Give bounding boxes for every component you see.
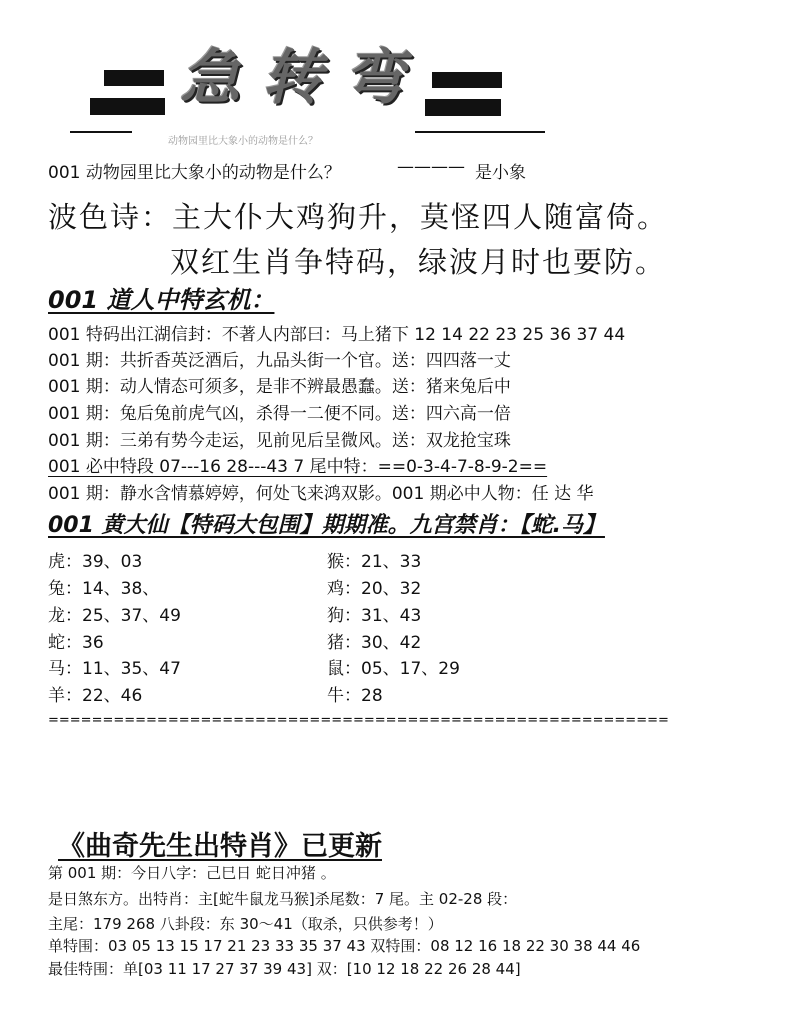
zodiac-item: 牛：28	[327, 686, 383, 706]
list-item: 单特围：03 05 13 15 17 21 23 33 35 37 43 双特围：08 12 16 18 22 30 38 44 46	[48, 937, 641, 955]
right-deco-bar-bottom	[425, 99, 501, 116]
left-deco-bar-top	[104, 70, 164, 86]
zodiac-item: 羊：22、46	[48, 686, 143, 706]
riddle-dash: ————	[397, 157, 465, 177]
zodiac-item: 猪：30、42	[327, 633, 422, 653]
list-item: 001 期：三弟有势今走运，见前见后呈微风。送：双龙抢宝珠	[48, 431, 511, 451]
zodiac-item: 猴：21、33	[327, 552, 422, 572]
list-item: 001 期：动人情态可须多，是非不辨最愚蠢。送：猪来兔后中	[48, 377, 511, 397]
zodiac-item: 鸡：20、32	[327, 579, 422, 599]
section-heading-daoren: 001 道人中特玄机：	[48, 286, 275, 314]
left-deco-line	[70, 131, 132, 133]
list-item: 001 必中特段 07---16 28---43 7 尾中特：==0-3-4-7-8-9-2==	[48, 457, 548, 477]
title-fine-text: 动物园里比大象小的动物是什么？	[168, 136, 318, 147]
zodiac-item: 龙：25、37、49	[48, 606, 181, 626]
riddle-answer: 是小象	[475, 163, 526, 183]
list-item: 主尾：179 268 八卦段：东 30～41（取杀，只供参考！）	[48, 915, 443, 933]
poem-line-2: 双红生肖争特码，绿波月时也要防。	[170, 245, 667, 279]
left-deco-bar-bottom	[90, 98, 165, 115]
right-deco-bar-top	[432, 72, 502, 88]
zodiac-item: 马：11、35、47	[48, 659, 181, 679]
section-heading-huangdaxian: 001 黄大仙【特码大包围】期期准。九宫禁肖：【蛇.马】	[48, 513, 605, 538]
zodiac-item: 虎：39、03	[48, 552, 143, 572]
page-title: 急转弯	[180, 43, 426, 113]
riddle-question: 001 动物园里比大象小的动物是什么？	[48, 163, 341, 183]
list-item: 最佳特围：单[03 11 17 27 37 39 43] 双：[10 12 18 22 26 28 44]	[48, 960, 521, 978]
right-deco-line	[415, 131, 545, 133]
zodiac-item: 兔：14、38、	[48, 579, 160, 599]
zodiac-item: 狗：31、43	[327, 606, 422, 626]
section-heading-quqi: 《曲奇先生出特肖》已更新	[58, 831, 382, 862]
list-item: 是日煞东方。出特肖：主[蛇牛鼠龙马猴]杀尾数：7 尾。主 02-28 段：	[48, 890, 518, 908]
list-item: 第 001 期：今日八字：己巳日 蛇日冲猪 。	[48, 864, 336, 882]
separator-line: =========================================================	[48, 713, 669, 728]
poem-line-1: 波色诗：主大仆大鸡狗升，莫怪四人随富倚。	[48, 200, 669, 234]
list-item: 001 期：兔后兔前虎气凶，杀得一二便不同。送：四六高一倍	[48, 404, 511, 424]
zodiac-item: 蛇：36	[48, 633, 104, 653]
list-item: 001 特码出江湖信封：不著人内部曰：马上猪下 12 14 22 23 25 36 37 44	[48, 325, 626, 345]
list-item: 001 期：共折香英泛酒后，九品头街一个官。送：四四落一丈	[48, 351, 511, 371]
zodiac-item: 鼠：05、17、29	[327, 659, 460, 679]
list-item: 001 期：静水含情慕婷婷，何处飞来鸿双影。001 期必中人物：任 达 华	[48, 484, 594, 504]
